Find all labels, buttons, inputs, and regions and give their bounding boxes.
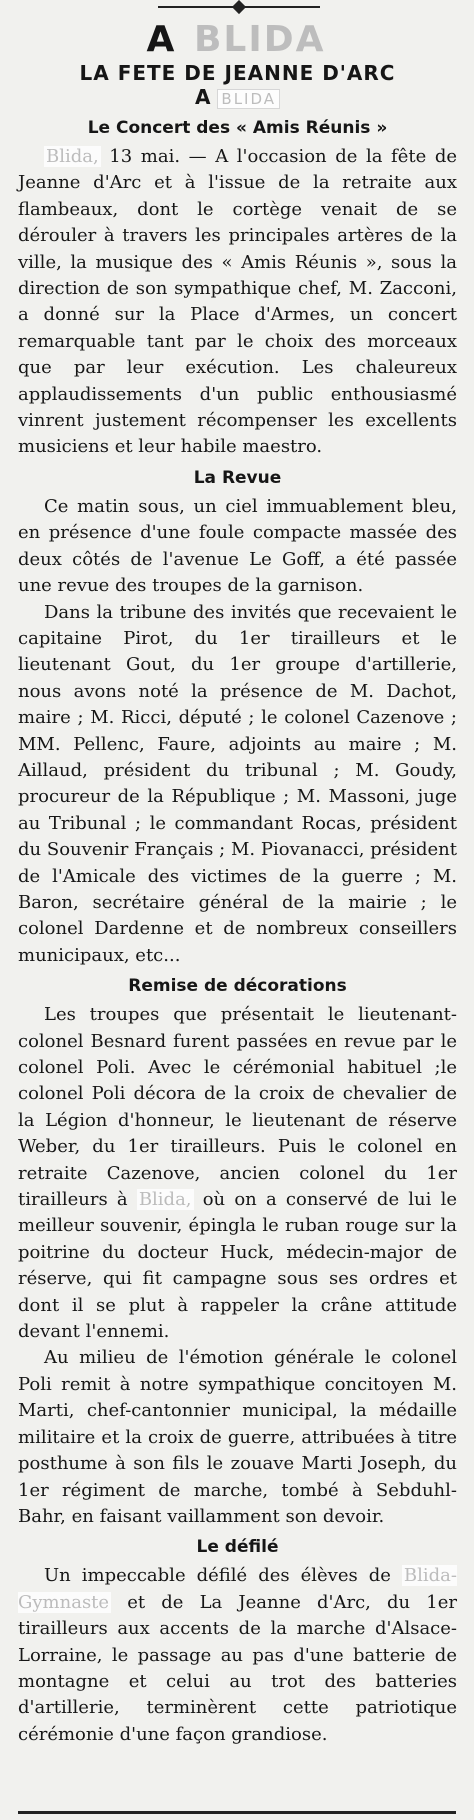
revue-paragraph-1: Ce matin sous, un ciel immuablement bleu, en présence d'une foule compacte massée des deux côtés de l'avenue Le Goff, a été passée une revue des troupes de la garnison. [18, 495, 457, 597]
remise-paragraph-2: Au milieu de l'émotion générale le colonel Poli remit à notre sympathique concitoyen M. Marti, chef-cantonnier municipal, la médaille militaire et la croix de guerre, attribuées à titre posthume à son fils le zouave Marti Joseph, du 1er régiment de marche, tombé à Sebduhl-Bahr, en faisant vaillamment son devoir. [18, 1347, 457, 1527]
defile-text-b: et de La Jeanne d'Arc, du 1er tirailleurs aux accents de la marche d'Alsace-Lorraine, le passage au pas d'une batterie de montagne et celui au trot des batteries d'artillerie, terminèrent cette patriotique cérémonie d'une façon grandiose. [18, 1591, 457, 1745]
headline-place: BLIDA [193, 19, 326, 60]
headline-prefix: A [146, 19, 177, 60]
remise-text-a: Les troupes que présentait le lieutenant-colonel Besnard furent passées en revue par le colonel Poli. Avec le cérémonial habituel ;le colonel Poli décora de la croix de chevalier de la Légion d'honneur, le lieutenant de réserve Weber, du 1er tirailleurs. Puis le colonel en retraite Cazenove, ancien colonel du 1er tirailleurs à [18, 1004, 457, 1211]
defile-text-a: Un impeccable défilé des élèves de [44, 1565, 402, 1587]
defile-paragraph [18, 1563, 457, 1748]
remise-paragraph-1 [18, 1002, 457, 1345]
top-ornament-rule [158, 6, 320, 8]
remise-text-b: où on a conservé de lui le meilleur souvenir, épingla le ruban rouge sur la poitrine du docteur Huck, médecin-major de réserve, qui fit campagne sous ses ordres et dont il se plut à rappeler la crâne attitude devant l'ennemi. [18, 1189, 457, 1343]
section-title-concert: Le Concert des « Amis Réunis » [87, 118, 388, 138]
event-headline: LA FETE DE JEANNE D'ARC [79, 61, 396, 85]
remise-place: Blida, [138, 1189, 192, 1211]
revue-paragraph-2: Dans la tribune des invités que recevaient le capitaine Pirot, du 1er tirailleurs et le lieutenant Gout, du 1er groupe d'artillerie, nous avons noté la présence de M. Dachot, maire ; M. Ricci, député ; le colonel Cazenove ; MM. Pellenc, Faure, adjoints au maire ; M. Aillaud, président du tribunal ; M. Goudy, procureur de la République ; M. Massoni, juge au Tribunal ; le commandant Rocas, président du Souvenir Français ; M. Piovanacci, président de l'Amicale des victimes de la guerre ; M. Baron, secrétaire général de la mairie ; le colonel Dardenne et de nombreux conseillers municipaux, etc... [18, 601, 457, 966]
event-location-place: BLIDA [217, 89, 280, 109]
concert-paragraph [18, 144, 457, 461]
section-title-remise: Remise de décorations [128, 976, 347, 997]
event-location-line [18, 85, 457, 111]
bottom-rule [18, 1811, 456, 1814]
event-location-prefix: A [194, 85, 211, 109]
dateline-place: Blida, [46, 146, 99, 167]
defile-place: Blida-Gymnaste [18, 1565, 457, 1613]
section-title-defile: Le défilé [196, 1537, 279, 1558]
section-title-revue: La Revue [193, 467, 282, 488]
concert-text: 13 mai. — A l'occasion de la fête de Jeanne d'Arc et à l'issue de la retraite aux flambeaux, dont le cortège venait de se dérouler à travers les principales artères de la ville, la musique des « Amis Réunis », sous la direction de son sympathique chef, M. Zacconi, a donné sur la Place d'Armes, un concert remarquable tant par le choix des morceaux que par leur exécution. Les chaleureux applaudissements d'un public enthousiasmé vinrent justement récompenser les excellents musiciens et leur habile maestro. [18, 146, 457, 458]
